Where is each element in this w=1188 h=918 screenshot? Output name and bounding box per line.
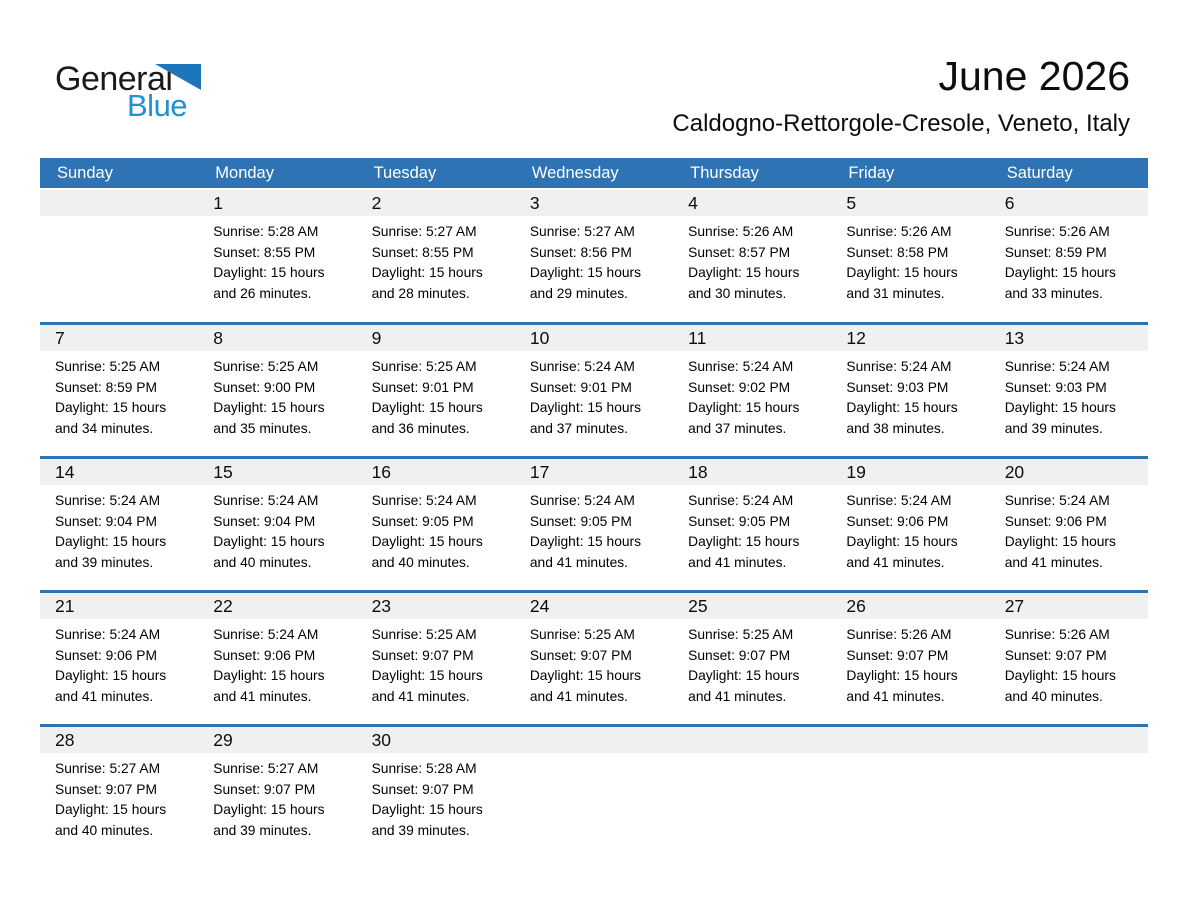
day-detail-line: Daylight: 15 hours [1004, 400, 1116, 416]
day-detail-line: Daylight: 15 hours [529, 668, 642, 684]
day-detail-line: Sunrise: 5:24 AM [55, 627, 161, 642]
day-detail-line: Sunrise: 5:27 AM [213, 761, 319, 776]
day-details [515, 753, 673, 759]
week-row-1 [40, 190, 1148, 322]
day-detail-line: Daylight: 15 hours [846, 265, 958, 281]
day-detail-line: Sunset: 9:07 PM [371, 647, 474, 663]
day-cell-7 [40, 325, 198, 456]
day-detail-line: and 41 minutes. [1004, 554, 1103, 570]
day-cell-22 [198, 593, 356, 724]
day-detail-line: and 41 minutes. [213, 688, 312, 704]
day-detail-line: Daylight: 15 hours [688, 534, 800, 550]
day-number-30: 30 [357, 727, 515, 753]
logo-text-general: General [55, 60, 173, 98]
day-detail-line: Sunset: 9:07 PM [1004, 647, 1107, 663]
day-cell-empty [831, 727, 989, 858]
day-detail-line: Daylight: 15 hours [529, 400, 642, 416]
day-details [990, 619, 1148, 707]
day-detail-line: and 28 minutes. [371, 285, 470, 301]
day-number-11: 11 [673, 325, 831, 351]
day-number-19: 19 [831, 459, 989, 485]
day-details [198, 753, 356, 841]
day-number-26: 26 [831, 593, 989, 619]
day-cell-11 [673, 325, 831, 456]
day-details [673, 753, 831, 759]
day-detail-line: Sunset: 9:07 PM [371, 781, 474, 797]
day-cell-18 [673, 459, 831, 590]
day-detail-line: Daylight: 15 hours [371, 668, 483, 684]
day-cell-8 [198, 325, 356, 456]
day-cell-24 [515, 593, 673, 724]
day-detail-line: Sunrise: 5:24 AM [846, 493, 952, 508]
weekday-header-saturday: Saturday [1006, 163, 1073, 182]
day-detail-line: and 41 minutes. [529, 554, 629, 570]
day-details [990, 753, 1148, 759]
day-detail-line: Sunrise: 5:28 AM [213, 224, 319, 239]
weekday-header-row [40, 158, 1148, 188]
day-detail-line: Daylight: 15 hours [846, 400, 958, 416]
day-detail-line: Sunset: 9:03 PM [1004, 379, 1107, 395]
day-cell-12 [831, 325, 989, 456]
day-cell-21 [40, 593, 198, 724]
day-number-14: 14 [40, 459, 198, 485]
calendar-weeks [40, 190, 1148, 858]
weekday-header-tuesday: Tuesday [373, 163, 437, 182]
day-number-3: 3 [515, 190, 673, 216]
day-cell-5 [831, 190, 989, 322]
week-row-4 [40, 590, 1148, 724]
day-cell-14 [40, 459, 198, 590]
day-detail-line: Sunset: 8:59 PM [55, 379, 158, 395]
day-detail-line: and 41 minutes. [846, 688, 945, 704]
day-number-8: 8 [198, 325, 356, 351]
day-detail-line: Sunrise: 5:24 AM [371, 493, 477, 508]
day-detail-line: Daylight: 15 hours [55, 668, 167, 684]
day-cell-empty [515, 727, 673, 858]
day-number-6: 6 [990, 190, 1148, 216]
day-detail-line: Daylight: 15 hours [846, 668, 958, 684]
day-detail-line: and 41 minutes. [55, 688, 154, 704]
day-detail-line: Sunset: 9:00 PM [213, 379, 316, 395]
day-cell-19 [831, 459, 989, 590]
day-detail-line: Sunset: 9:04 PM [55, 513, 158, 529]
day-details [357, 619, 515, 707]
week-row-3 [40, 456, 1148, 590]
day-detail-line: Sunrise: 5:27 AM [529, 224, 635, 239]
weekday-header-monday: Monday [215, 163, 274, 182]
day-detail-line: Sunset: 9:06 PM [1004, 513, 1107, 529]
weekday-header-wednesday: Wednesday [531, 163, 619, 182]
page-title: June 2026 [938, 53, 1130, 99]
day-detail-line: Sunrise: 5:26 AM [688, 224, 794, 239]
day-detail-line: Daylight: 15 hours [1004, 668, 1116, 684]
day-details [831, 485, 989, 573]
day-detail-line: Daylight: 15 hours [1004, 265, 1116, 281]
day-detail-line: and 41 minutes. [846, 554, 945, 570]
day-details [40, 619, 198, 707]
day-detail-line: Sunset: 9:07 PM [846, 647, 949, 663]
day-number-15: 15 [198, 459, 356, 485]
day-detail-line: and 34 minutes. [55, 420, 154, 436]
general-blue-logo [55, 60, 215, 123]
day-detail-line: and 40 minutes. [371, 554, 470, 570]
day-detail-line: Sunset: 9:07 PM [688, 647, 791, 663]
day-detail-line: Sunset: 9:03 PM [846, 379, 949, 395]
day-number-13: 13 [990, 325, 1148, 351]
day-number-4: 4 [673, 190, 831, 216]
day-detail-line: Sunset: 8:55 PM [213, 244, 316, 260]
day-cell-25 [673, 593, 831, 724]
day-detail-line: Sunset: 9:02 PM [688, 379, 791, 395]
day-detail-line: Sunrise: 5:24 AM [1004, 493, 1110, 508]
day-detail-line: Sunrise: 5:26 AM [1004, 627, 1110, 642]
day-detail-line: Daylight: 15 hours [371, 802, 483, 818]
day-detail-line: Sunset: 9:01 PM [371, 379, 474, 395]
day-details [357, 216, 515, 304]
day-number-20: 20 [990, 459, 1148, 485]
day-detail-line: Sunrise: 5:25 AM [371, 359, 477, 374]
day-details [40, 485, 198, 573]
day-details [831, 619, 989, 707]
day-cell-9 [357, 325, 515, 456]
day-detail-line: and 39 minutes. [1004, 420, 1103, 436]
day-number-9: 9 [357, 325, 515, 351]
day-number-empty [831, 727, 989, 753]
day-number-empty [515, 727, 673, 753]
day-detail-line: Sunset: 9:06 PM [55, 647, 158, 663]
day-detail-line: and 38 minutes. [846, 420, 945, 436]
day-detail-line: Sunrise: 5:24 AM [55, 493, 161, 508]
day-number-27: 27 [990, 593, 1148, 619]
calendar-grid [40, 158, 1148, 858]
day-number-10: 10 [515, 325, 673, 351]
day-detail-line: Sunset: 9:07 PM [213, 781, 316, 797]
day-detail-line: Sunset: 9:04 PM [213, 513, 316, 529]
weekday-header-friday: Friday [848, 163, 895, 182]
day-detail-line: and 39 minutes. [55, 554, 154, 570]
day-detail-line: Sunrise: 5:25 AM [213, 359, 319, 374]
day-detail-line: and 39 minutes. [213, 822, 312, 838]
day-detail-line: Sunset: 8:56 PM [529, 244, 632, 260]
day-cell-27 [990, 593, 1148, 724]
day-details [198, 485, 356, 573]
day-detail-line: Sunrise: 5:25 AM [55, 359, 161, 374]
weekday-header-sunday: Sunday [57, 163, 113, 182]
day-details [515, 351, 673, 439]
day-cell-empty [673, 727, 831, 858]
page-subtitle: Caldogno-Rettorgole-Cresole, Veneto, Italy [672, 110, 1130, 138]
day-detail-line: and 36 minutes. [371, 420, 470, 436]
day-number-24: 24 [515, 593, 673, 619]
day-details [673, 619, 831, 707]
day-detail-line: and 41 minutes. [371, 688, 470, 704]
day-number-12: 12 [831, 325, 989, 351]
weekday-header-thursday: Thursday [690, 163, 759, 182]
day-number-21: 21 [40, 593, 198, 619]
day-cell-26 [831, 593, 989, 724]
day-detail-line: Sunrise: 5:24 AM [529, 359, 635, 374]
day-detail-line: Sunset: 9:07 PM [529, 647, 632, 663]
day-detail-line: and 37 minutes. [529, 420, 629, 436]
day-detail-line: and 41 minutes. [529, 688, 629, 704]
day-cell-23 [357, 593, 515, 724]
day-details [673, 485, 831, 573]
day-details [831, 753, 989, 759]
day-details [673, 216, 831, 304]
day-detail-line: Sunrise: 5:25 AM [371, 627, 477, 642]
day-detail-line: and 30 minutes. [688, 285, 787, 301]
day-number-25: 25 [673, 593, 831, 619]
day-detail-line: Daylight: 15 hours [213, 802, 325, 818]
day-number-1: 1 [198, 190, 356, 216]
day-details [990, 216, 1148, 304]
day-detail-line: and 40 minutes. [213, 554, 312, 570]
day-cell-17 [515, 459, 673, 590]
day-detail-line: Sunset: 8:59 PM [1004, 244, 1107, 260]
day-detail-line: Sunrise: 5:28 AM [371, 761, 477, 776]
day-detail-line: Sunrise: 5:26 AM [846, 224, 952, 239]
day-details [831, 351, 989, 439]
day-detail-line: and 33 minutes. [1004, 285, 1103, 301]
day-cell-3 [515, 190, 673, 322]
day-detail-line: Sunset: 8:55 PM [371, 244, 474, 260]
day-detail-line: Daylight: 15 hours [688, 668, 800, 684]
day-detail-line: Sunrise: 5:24 AM [529, 493, 635, 508]
day-details [515, 485, 673, 573]
title-block [672, 52, 1130, 138]
day-detail-line: Sunrise: 5:26 AM [1004, 224, 1110, 239]
day-detail-line: and 31 minutes. [846, 285, 945, 301]
day-number-2: 2 [357, 190, 515, 216]
day-detail-line: Sunrise: 5:27 AM [371, 224, 477, 239]
day-number-23: 23 [357, 593, 515, 619]
logo-text-blue: Blue [127, 88, 188, 123]
day-detail-line: Daylight: 15 hours [213, 400, 325, 416]
day-number-28: 28 [40, 727, 198, 753]
day-detail-line: Daylight: 15 hours [1004, 534, 1116, 550]
day-detail-line: Daylight: 15 hours [688, 400, 800, 416]
day-detail-line: Sunset: 8:58 PM [846, 244, 949, 260]
day-number-16: 16 [357, 459, 515, 485]
day-detail-line: Daylight: 15 hours [371, 400, 483, 416]
day-detail-line: Sunrise: 5:24 AM [213, 493, 319, 508]
day-detail-line: Sunset: 9:01 PM [529, 379, 632, 395]
day-detail-line: Sunrise: 5:24 AM [213, 627, 319, 642]
day-cell-empty [40, 190, 198, 322]
day-detail-line: and 41 minutes. [688, 688, 787, 704]
day-detail-line: Daylight: 15 hours [55, 534, 167, 550]
day-detail-line: Sunrise: 5:24 AM [688, 493, 794, 508]
day-cell-29 [198, 727, 356, 858]
day-number-18: 18 [673, 459, 831, 485]
day-details [831, 216, 989, 304]
day-cell-6 [990, 190, 1148, 322]
day-detail-line: and 39 minutes. [371, 822, 470, 838]
day-detail-line: and 26 minutes. [213, 285, 312, 301]
day-details [198, 619, 356, 707]
day-detail-line: Sunset: 9:06 PM [846, 513, 949, 529]
day-cell-30 [357, 727, 515, 858]
day-number-empty [990, 727, 1148, 753]
day-detail-line: Daylight: 15 hours [213, 668, 325, 684]
day-cell-13 [990, 325, 1148, 456]
day-detail-line: and 41 minutes. [688, 554, 787, 570]
day-detail-line: Daylight: 15 hours [846, 534, 958, 550]
day-detail-line: Sunset: 9:05 PM [371, 513, 474, 529]
day-detail-line: Daylight: 15 hours [55, 400, 167, 416]
day-detail-line: Sunrise: 5:25 AM [688, 627, 794, 642]
day-detail-line: Sunset: 9:05 PM [688, 513, 791, 529]
day-detail-line: Sunrise: 5:24 AM [1004, 359, 1110, 374]
day-detail-line: Daylight: 15 hours [55, 802, 167, 818]
day-cell-10 [515, 325, 673, 456]
day-details [40, 351, 198, 439]
day-number-empty [40, 190, 198, 216]
day-cell-4 [673, 190, 831, 322]
day-detail-line: Daylight: 15 hours [371, 265, 483, 281]
day-detail-line: Daylight: 15 hours [529, 265, 642, 281]
day-number-7: 7 [40, 325, 198, 351]
day-detail-line: Sunset: 9:05 PM [529, 513, 632, 529]
day-detail-line: Sunrise: 5:25 AM [529, 627, 635, 642]
day-number-17: 17 [515, 459, 673, 485]
week-row-2 [40, 322, 1148, 456]
day-details [515, 619, 673, 707]
logo-triangle-icon [155, 64, 201, 90]
day-details [198, 216, 356, 304]
day-cell-2 [357, 190, 515, 322]
day-number-29: 29 [198, 727, 356, 753]
day-number-empty [673, 727, 831, 753]
day-detail-line: Sunset: 8:57 PM [688, 244, 791, 260]
day-detail-line: Daylight: 15 hours [529, 534, 642, 550]
day-detail-line: Sunrise: 5:27 AM [55, 761, 161, 776]
day-detail-line: and 29 minutes. [529, 285, 629, 301]
day-detail-line: and 37 minutes. [688, 420, 787, 436]
day-detail-line: and 40 minutes. [1004, 688, 1103, 704]
day-detail-line: and 40 minutes. [55, 822, 154, 838]
day-detail-line: Daylight: 15 hours [213, 534, 325, 550]
day-number-22: 22 [198, 593, 356, 619]
day-detail-line: Sunrise: 5:24 AM [846, 359, 952, 374]
day-detail-line: Daylight: 15 hours [688, 265, 800, 281]
day-cell-20 [990, 459, 1148, 590]
day-details [198, 351, 356, 439]
day-detail-line: Sunrise: 5:24 AM [688, 359, 794, 374]
day-cell-empty [990, 727, 1148, 858]
day-cell-1 [198, 190, 356, 322]
day-detail-line: Sunset: 9:07 PM [55, 781, 158, 797]
day-cell-15 [198, 459, 356, 590]
day-detail-line: Sunrise: 5:26 AM [846, 627, 952, 642]
day-details [357, 753, 515, 841]
day-details [990, 351, 1148, 439]
day-details [515, 216, 673, 304]
day-detail-line: and 35 minutes. [213, 420, 312, 436]
day-detail-line: Daylight: 15 hours [371, 534, 483, 550]
day-details [357, 485, 515, 573]
day-cell-16 [357, 459, 515, 590]
day-cell-28 [40, 727, 198, 858]
day-details [40, 753, 198, 841]
day-details [40, 216, 198, 222]
day-details [357, 351, 515, 439]
day-details [990, 485, 1148, 573]
day-detail-line: Daylight: 15 hours [213, 265, 325, 281]
week-row-5 [40, 724, 1148, 858]
day-details [673, 351, 831, 439]
day-number-5: 5 [831, 190, 989, 216]
day-detail-line: Sunset: 9:06 PM [213, 647, 316, 663]
